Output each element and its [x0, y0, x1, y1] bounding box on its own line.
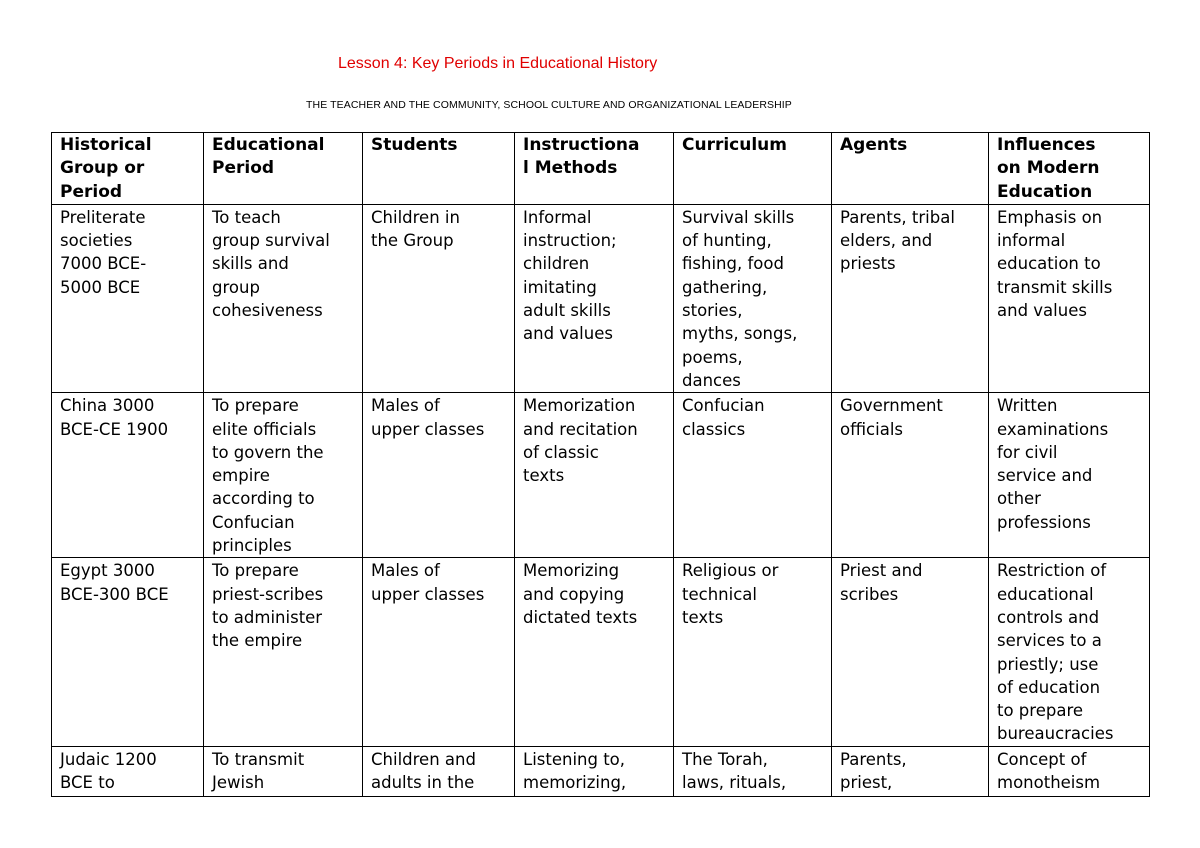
column-header-educational-period: Educational Period: [204, 133, 363, 205]
table-row: [52, 558, 1150, 746]
column-header-curriculum: Curriculum: [674, 133, 832, 205]
educational-history-table: [51, 132, 1150, 797]
table-cell: Priest and scribes: [832, 558, 989, 746]
table-cell: Confucian classics: [674, 393, 832, 558]
table-cell: Concept of monotheism: [989, 746, 1150, 796]
table-cell: The Torah, laws, rituals,: [674, 746, 832, 796]
column-header-influences: Influences on Modern Education: [989, 133, 1150, 205]
table-cell: To prepare elite officials to govern the empire according to Confucian principles: [204, 393, 363, 558]
column-header-students: Students: [363, 133, 515, 205]
table-cell: Restriction of educational controls and services to a priestly; use of education to prepare bureaucracies: [989, 558, 1150, 746]
lesson-title: Lesson 4: Key Periods in Educational History: [338, 55, 658, 72]
table-cell: Egypt 3000 BCE-300 BCE: [52, 558, 204, 746]
table-row: [52, 746, 1150, 796]
table-cell: Written examinations for civil service and other professions: [989, 393, 1150, 558]
table-cell: Males of upper classes: [363, 393, 515, 558]
table-cell: China 3000 BCE-CE 1900: [52, 393, 204, 558]
table-cell: Religious or technical texts: [674, 558, 832, 746]
table-cell: Listening to, memorizing,: [515, 746, 674, 796]
table-cell: Males of upper classes: [363, 558, 515, 746]
column-header-agents: Agents: [832, 133, 989, 205]
table-header-row: [52, 133, 1150, 205]
table-cell: Memorization and recitation of classic texts: [515, 393, 674, 558]
table-cell: Children in the Group: [363, 204, 515, 392]
table-cell: Parents, tribal elders, and priests: [832, 204, 989, 392]
table-cell: Informal instruction; children imitating adult skills and values: [515, 204, 674, 392]
table-cell: Children and adults in the: [363, 746, 515, 796]
course-title: THE TEACHER AND THE COMMUNITY, SCHOOL CULTURE AND ORGANIZATIONAL LEADERSHIP: [306, 99, 792, 111]
table-cell: Preliterate societies 7000 BCE- 5000 BCE: [52, 204, 204, 392]
table-cell: To prepare priest-scribes to administer the empire: [204, 558, 363, 746]
table-cell: Parents, priest,: [832, 746, 989, 796]
column-header-historical-group: Historical Group or Period: [52, 133, 204, 205]
table-cell: To teach group survival skills and group cohesiveness: [204, 204, 363, 392]
table-cell: Emphasis on informal education to transmit skills and values: [989, 204, 1150, 392]
column-header-instructional-methods: Instructiona l Methods: [515, 133, 674, 205]
table-cell: Survival skills of hunting, fishing, food gathering, stories, myths, songs, poems, dances: [674, 204, 832, 392]
table-cell: Memorizing and copying dictated texts: [515, 558, 674, 746]
table-cell: Government officials: [832, 393, 989, 558]
table-row: [52, 204, 1150, 392]
table-row: [52, 393, 1150, 558]
table-cell: Judaic 1200 BCE to: [52, 746, 204, 796]
table-cell: To transmit Jewish: [204, 746, 363, 796]
